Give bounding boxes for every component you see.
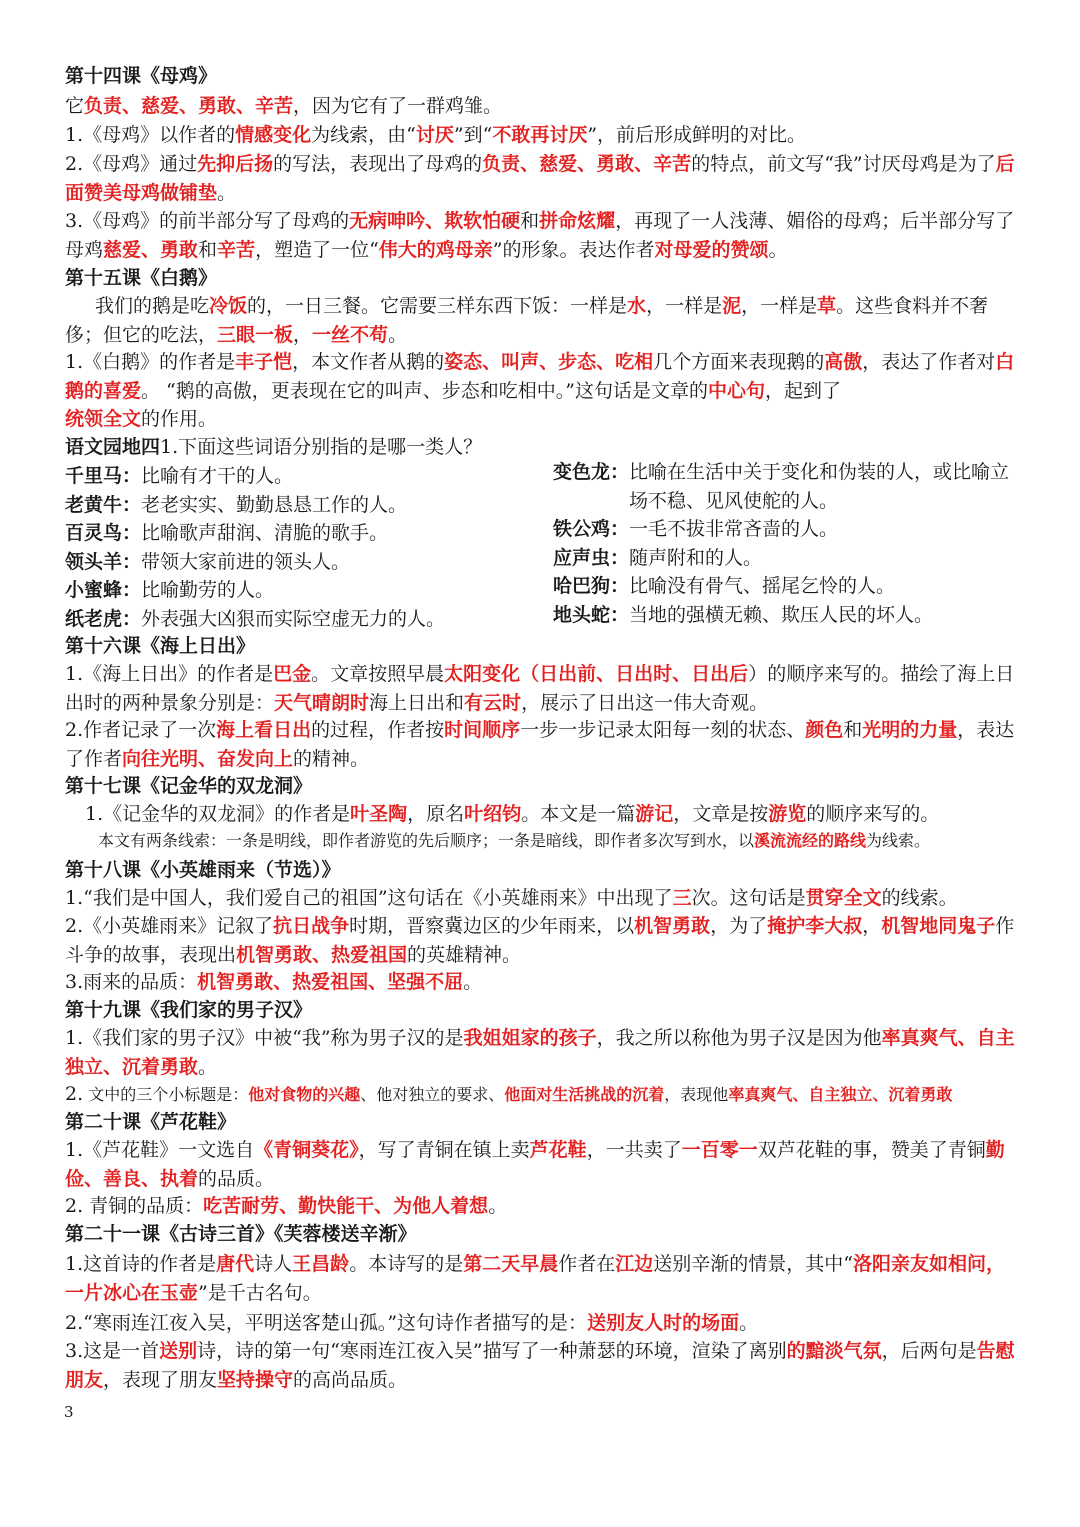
- highlight-text: 叶绍钧: [464, 803, 522, 825]
- body-text: ，写了青铜在镇上卖: [358, 1139, 530, 1161]
- highlight-text: 我姐姐家的孩子: [463, 1027, 597, 1049]
- highlight-text: 第二天早晨: [463, 1253, 559, 1275]
- highlight-text: 光明的力量: [862, 719, 958, 741]
- body-text: ，表现他: [664, 1085, 729, 1104]
- lesson19-point2: [65, 1082, 1020, 1107]
- body-text: 几个方面来表现鹅的: [653, 351, 825, 373]
- term-definition: 比喻歌声甜润、清脆的歌手。: [141, 522, 389, 545]
- highlight-text: 时间顺序: [444, 719, 521, 741]
- body-text: 。: [768, 238, 788, 261]
- word-list-left: [65, 462, 545, 634]
- term-row: [553, 515, 1023, 544]
- body-text: 3.这是一首: [65, 1340, 160, 1362]
- body-text: 的高尚品质。: [293, 1368, 408, 1391]
- body-text: 1.《我们家的男子汉》中被“我”称为男子汉的是: [65, 1027, 464, 1049]
- highlight-text: 机智地同鬼子: [881, 915, 996, 937]
- body-text: 2. 青铜的品质：: [65, 1195, 204, 1217]
- body-text: ，一样是: [741, 295, 818, 317]
- lesson21-point3: [65, 1337, 1020, 1394]
- lesson16-point2: [65, 716, 1020, 773]
- body-text: 。: [488, 1195, 508, 1217]
- body-text: ，因为它有了一群鸡雏。: [293, 95, 503, 117]
- term-definition: 比喻勤劳的人。: [141, 579, 275, 602]
- body-text: ）的顺序来写的。描绘了海上日出时的两种景象分别是：: [65, 663, 1015, 714]
- body-text: 2.《母鸡》通过: [65, 153, 198, 175]
- highlight-text: 江边: [615, 1253, 654, 1275]
- body-text: ”，前后形成鲜明的对比。: [587, 124, 807, 146]
- highlight-text: 一丝不苟: [312, 323, 389, 346]
- highlight-text: 海上看日出: [216, 719, 312, 741]
- body-text: 的过程，作者按: [311, 719, 445, 741]
- body-text: 和: [198, 238, 218, 261]
- term-definition: 带领大家前进的领头人。: [141, 550, 351, 573]
- body-text: 我们的鹅是吃: [95, 295, 210, 317]
- lesson14-point2: [65, 150, 1020, 207]
- body-text: 的线索。: [881, 887, 958, 909]
- lesson16-point1: [65, 660, 1020, 717]
- body-text: ，后两句是: [881, 1340, 977, 1362]
- highlight-text: 送别: [159, 1340, 198, 1362]
- body-text: ，本文作者从鹅的: [292, 351, 445, 373]
- highlight-text: 叶圣陶: [350, 803, 408, 825]
- highlight-text: 太阳变化（日出前、日出时、日出后: [444, 663, 749, 685]
- highlight-text: 告慰朋友: [65, 1340, 1015, 1391]
- body-text: ，: [293, 323, 313, 346]
- lesson15-point1-end: [65, 405, 1020, 434]
- lesson19-point1: [65, 1024, 1020, 1081]
- highlight-text: 后面赞美母鸡做铺垫: [65, 153, 1015, 204]
- body-text: 和: [843, 719, 863, 741]
- highlight-text: 贯穿全文: [805, 887, 882, 909]
- body-text: 的顺序来写的。: [806, 803, 940, 825]
- lesson14-title: 第十四课《母鸡》: [65, 65, 218, 87]
- term-definition: 随声附和的人。: [629, 546, 763, 569]
- lesson21-point1: [65, 1250, 1020, 1307]
- body-text: 作者在: [558, 1253, 616, 1275]
- term-label: 哈巴狗：: [553, 575, 630, 598]
- lesson21-point2: [65, 1309, 1020, 1338]
- lesson17-title: 第十七课《记金华的双龙洞》: [65, 775, 313, 797]
- highlight-text: 姿态、叫声、步态、吃相: [444, 351, 654, 373]
- highlight-text: 丰子恺: [235, 351, 293, 373]
- body-text: ，: [862, 915, 882, 937]
- highlight-text: 三眼一板: [217, 323, 294, 346]
- term-definition: 比喻在生活中关于变化和伪装的人，或比喻立场不稳、见风使舵的人。: [629, 461, 1010, 512]
- body-text: 2.“寒雨连江夜入吴，平明送客楚山孤。”这句诗作者描写的是：: [65, 1312, 588, 1334]
- highlight-text: 溪流流经的路线: [754, 831, 867, 850]
- highlight-text: 勤俭、善良、执着: [65, 1139, 1005, 1190]
- lesson19-point2-number: 2.: [65, 1083, 84, 1105]
- body-text: ，起到了: [765, 379, 842, 402]
- body-text: 1.《记金华的双龙洞》的作者是: [85, 803, 351, 825]
- highlight-text: 他对食物的兴趣: [248, 1085, 361, 1104]
- lesson19-title: 第十九课《我们家的男子汉》: [65, 999, 313, 1021]
- body-text: 的写法，表现出了母鸡的: [273, 153, 483, 175]
- body-text: ”是千古名句。: [198, 1281, 322, 1304]
- term-label: 地头蛇：: [553, 603, 630, 626]
- body-text: 的英雄精神。: [407, 943, 522, 966]
- body-text: 诗，诗的第一句“寒雨连江夜入吴”描写了一种萧瑟的环境，渲染了离别: [197, 1340, 787, 1362]
- body-text: 时期，晋察冀边区的少年雨来，以: [349, 915, 635, 937]
- body-text: ，我之所以称他为男子汉是因为他: [596, 1027, 882, 1049]
- term-row: [553, 601, 1023, 630]
- page-number: 3: [64, 1403, 74, 1421]
- body-text: 1.这首诗的作者是: [65, 1253, 217, 1275]
- highlight-text: 天气晴朗时: [274, 691, 370, 714]
- body-text: 本文有两条线索：一条是明线，即作者游览的先后顺序；一条是暗线，即作者多次写到水，以: [98, 831, 755, 850]
- lesson20-point2: [65, 1192, 1020, 1221]
- body-text: 3.《母鸡》的前半部分写了母鸡的: [65, 210, 350, 232]
- term-definition: 比喻有才干的人。: [141, 465, 294, 487]
- lesson21-title: 第二十一课《古诗三首》《芙蓉楼送辛渐》: [65, 1223, 417, 1245]
- body-text: ，表现了朋友: [103, 1368, 218, 1391]
- highlight-text: 坚持操守: [217, 1368, 294, 1391]
- body-text: 文中的三个小标题是：: [88, 1085, 249, 1104]
- term-label: 领头羊：: [65, 550, 142, 573]
- term-label: 变色龙：: [553, 461, 630, 483]
- body-text: 的作用。: [141, 408, 218, 430]
- body-text: 作斗争的故事，表现出: [65, 915, 1015, 966]
- body-text: 。: [388, 323, 408, 346]
- highlight-text: 他面对生活挑战的沉着: [504, 1085, 665, 1104]
- body-text: 。本文是一篇: [521, 803, 636, 825]
- term-label: 小蜜蜂：: [65, 579, 142, 602]
- term-row: [553, 572, 1023, 601]
- lesson15-point1: [65, 348, 1020, 405]
- highlight-text: 三: [672, 887, 692, 909]
- highlight-text: 慈爱、勇敢: [103, 238, 199, 261]
- highlight-text: 唐代: [216, 1253, 255, 1275]
- body-text: 诗人: [254, 1253, 293, 1275]
- highlight-text: 抗日战争: [273, 915, 350, 937]
- lesson20-title: 第二十课《芦花鞋》: [65, 1111, 237, 1133]
- body-text: 、他对独立的要求、: [360, 1085, 505, 1104]
- term-row: [553, 544, 1023, 573]
- term-row: [65, 548, 545, 577]
- highlight-text: 游记: [635, 803, 674, 825]
- garden4-title: 语文园地四: [65, 436, 161, 458]
- highlight-text: 一百零一: [681, 1139, 758, 1161]
- body-text: 2.《小英雄雨来》记叙了: [65, 915, 274, 937]
- highlight-text: 巴金: [273, 663, 312, 685]
- highlight-text: 游览: [768, 803, 807, 825]
- term-label: 应声虫：: [553, 546, 630, 569]
- highlight-text: 泥: [722, 295, 742, 317]
- body-text: 3.雨来的品质：: [65, 971, 198, 993]
- body-text: 和: [520, 210, 540, 232]
- highlight-text: 统领全文: [65, 408, 142, 430]
- body-text: 1.《芦花鞋》一文选自: [65, 1139, 255, 1161]
- lesson14-point1: [65, 121, 1020, 150]
- body-text: 。本诗写的是: [349, 1253, 464, 1275]
- lesson20-point1: [65, 1136, 1020, 1193]
- highlight-text: 《青铜葵花》: [254, 1139, 359, 1161]
- body-text: ，为了: [710, 915, 768, 937]
- highlight-text: 率真爽气、自主独立、沉着勇敢: [65, 1027, 1015, 1078]
- highlight-text: 芦花鞋: [529, 1139, 587, 1161]
- word-meaning-table: [65, 462, 1025, 632]
- term-row: [65, 605, 545, 634]
- body-text: 1.“我们是中国人，我们爱自己的祖国”这句话在《小英雄雨来》中出现了: [65, 887, 673, 909]
- lesson17-point2: [98, 829, 1020, 853]
- body-text: 双芦花鞋的事，赞美了青铜: [757, 1139, 986, 1161]
- highlight-text: 负责、慈爱、勇敢、辛苦: [84, 95, 294, 117]
- highlight-text: 情感变化: [235, 124, 312, 146]
- body-text: 送别辛渐的情景，其中“: [653, 1253, 853, 1275]
- term-definition: 老老实实、勤勤恳恳工作的人。: [141, 493, 408, 516]
- highlight-text: 吃苦耐劳、勤快能干、为他人着想: [203, 1195, 489, 1217]
- highlight-text: 中心句: [707, 379, 765, 402]
- term-definition: 外表强大凶狠而实际空虚无力的人。: [141, 607, 446, 630]
- body-text: 的品质。: [198, 1167, 275, 1190]
- lesson18-point2: [65, 912, 1020, 969]
- body-text: ”的形象。表达作者: [492, 238, 655, 261]
- highlight-text: 的黯淡气氛: [786, 1340, 882, 1362]
- highlight-text: 先抑后扬: [197, 153, 274, 175]
- term-row: [65, 519, 545, 548]
- body-text: ，一共卖了: [586, 1139, 682, 1161]
- body-text: 2.作者记录了一次: [65, 719, 217, 741]
- body-text: 它: [65, 95, 85, 117]
- body-text: ，文章是按: [673, 803, 769, 825]
- highlight-text: 水: [627, 295, 647, 317]
- term-label: 千里马：: [65, 465, 142, 487]
- lesson16-title: 第十六课《海上日出》: [65, 635, 256, 657]
- body-text: ，表达了作者对: [862, 351, 996, 373]
- term-row: [65, 462, 545, 491]
- term-row: [65, 491, 545, 520]
- term-label: 老黄牛：: [65, 493, 142, 516]
- highlight-text: 向往光明、奋发向上: [122, 747, 294, 770]
- term-row: [65, 576, 545, 605]
- body-text: ，塑造了一位“: [255, 238, 379, 261]
- highlight-text: 讨厌: [415, 124, 454, 146]
- body-text: ，展示了日出这一伟大奇观。: [521, 691, 769, 714]
- highlight-text: 王昌龄: [292, 1253, 350, 1275]
- highlight-text: 对母爱的赞颂: [654, 238, 769, 261]
- highlight-text: 颜色: [805, 719, 844, 741]
- body-text: 。: [463, 971, 483, 993]
- lesson19-point2-text: [88, 1085, 952, 1104]
- body-text: 海上日出和: [369, 691, 465, 714]
- lesson14-intro: [65, 92, 1020, 121]
- highlight-text: 不敢再讨厌: [492, 124, 588, 146]
- body-text: 1.《海上日出》的作者是: [65, 663, 274, 685]
- body-text: 为线索，由“: [311, 124, 416, 146]
- body-text: ，表达了作者: [65, 719, 1015, 770]
- body-text: 1.《白鹅》的作者是: [65, 351, 236, 373]
- highlight-text: 率真爽气、自主独立、沉着勇敢: [728, 1085, 953, 1104]
- lesson18-point3: [65, 968, 1020, 997]
- term-definition: 一毛不拔非常吝啬的人。: [629, 518, 839, 541]
- body-text: ，再现了一人浅薄、媚俗的母鸡；后半部分写了母鸡: [65, 210, 1015, 261]
- garden4-question: 1.下面这些词语分别指的是哪一类人？: [160, 436, 483, 458]
- term-row: [553, 458, 1023, 515]
- word-list-right: [553, 458, 1023, 630]
- term-label: 纸老虎：: [65, 607, 142, 630]
- highlight-text: 机智勇敢: [634, 915, 711, 937]
- body-text: 。: [217, 181, 237, 204]
- highlight-text: 拼命炫耀: [539, 210, 616, 232]
- highlight-text: 草: [817, 295, 837, 317]
- highlight-text: 掩护李大叔: [767, 915, 863, 937]
- body-text: 。: [739, 1312, 759, 1334]
- body-text: 次。这句话是: [691, 887, 806, 909]
- lesson17-point1: [85, 800, 1020, 829]
- highlight-text: 负责、慈爱、勇敢、辛苦: [482, 153, 692, 175]
- lesson15-title: 第十五课《白鹅》: [65, 267, 218, 289]
- highlight-text: 有云时: [464, 691, 522, 714]
- body-text: 。: [198, 1055, 218, 1078]
- body-text: ，一样是: [646, 295, 723, 317]
- highlight-text: 高傲: [824, 351, 863, 373]
- body-text: 。文章按照早晨: [311, 663, 445, 685]
- highlight-text: 白鹅的喜爱: [65, 351, 1015, 402]
- highlight-text: 洛阳亲友如相问，一片冰心在玉壶: [65, 1253, 1005, 1304]
- body-text: 的特点，前文写“我”讨厌母鸡是为了: [691, 153, 996, 175]
- body-text: 。 “鹅的高傲，更表现在它的叫声、步态和吃相中。”这句话是文章的: [141, 379, 708, 402]
- lesson18-point1: [65, 884, 1020, 913]
- highlight-text: 伟大的鸡母亲: [378, 238, 493, 261]
- body-text: 的精神。: [293, 747, 370, 770]
- highlight-text: 送别友人时的场面: [587, 1312, 740, 1334]
- body-text: 一步一步记录太阳每一刻的状态、: [520, 719, 806, 741]
- body-text: 的，一日三餐。它需要三样东西下饭：一样是: [247, 295, 628, 317]
- highlight-text: 机智勇敢、热爱祖国: [236, 943, 408, 966]
- body-text: 1.《母鸡》以作者的: [65, 124, 236, 146]
- body-text: ，原名: [407, 803, 465, 825]
- highlight-text: 无病呻吟、欺软怕硬: [349, 210, 521, 232]
- term-label: 铁公鸡：: [553, 518, 630, 541]
- lesson18-title: 第十八课《小英雄雨来（节选）》: [65, 859, 341, 881]
- term-label: 百灵鸟：: [65, 522, 142, 545]
- body-text: 为线索。: [866, 831, 931, 850]
- lesson15-intro: [65, 292, 1020, 349]
- highlight-text: 冷饭: [209, 295, 248, 317]
- body-text: ”到“: [453, 124, 493, 146]
- lesson14-point3: [65, 207, 1020, 264]
- body-text: 。这些食料并不奢侈；但它的吃法，: [65, 295, 989, 346]
- term-definition: 当地的强横无赖、欺压人民的坏人。: [629, 603, 934, 626]
- term-definition: 比喻没有骨气、摇尾乞怜的人。: [629, 575, 896, 598]
- highlight-text: 机智勇敢、热爱祖国、坚强不屈: [197, 971, 464, 993]
- highlight-text: 辛苦: [217, 238, 256, 261]
